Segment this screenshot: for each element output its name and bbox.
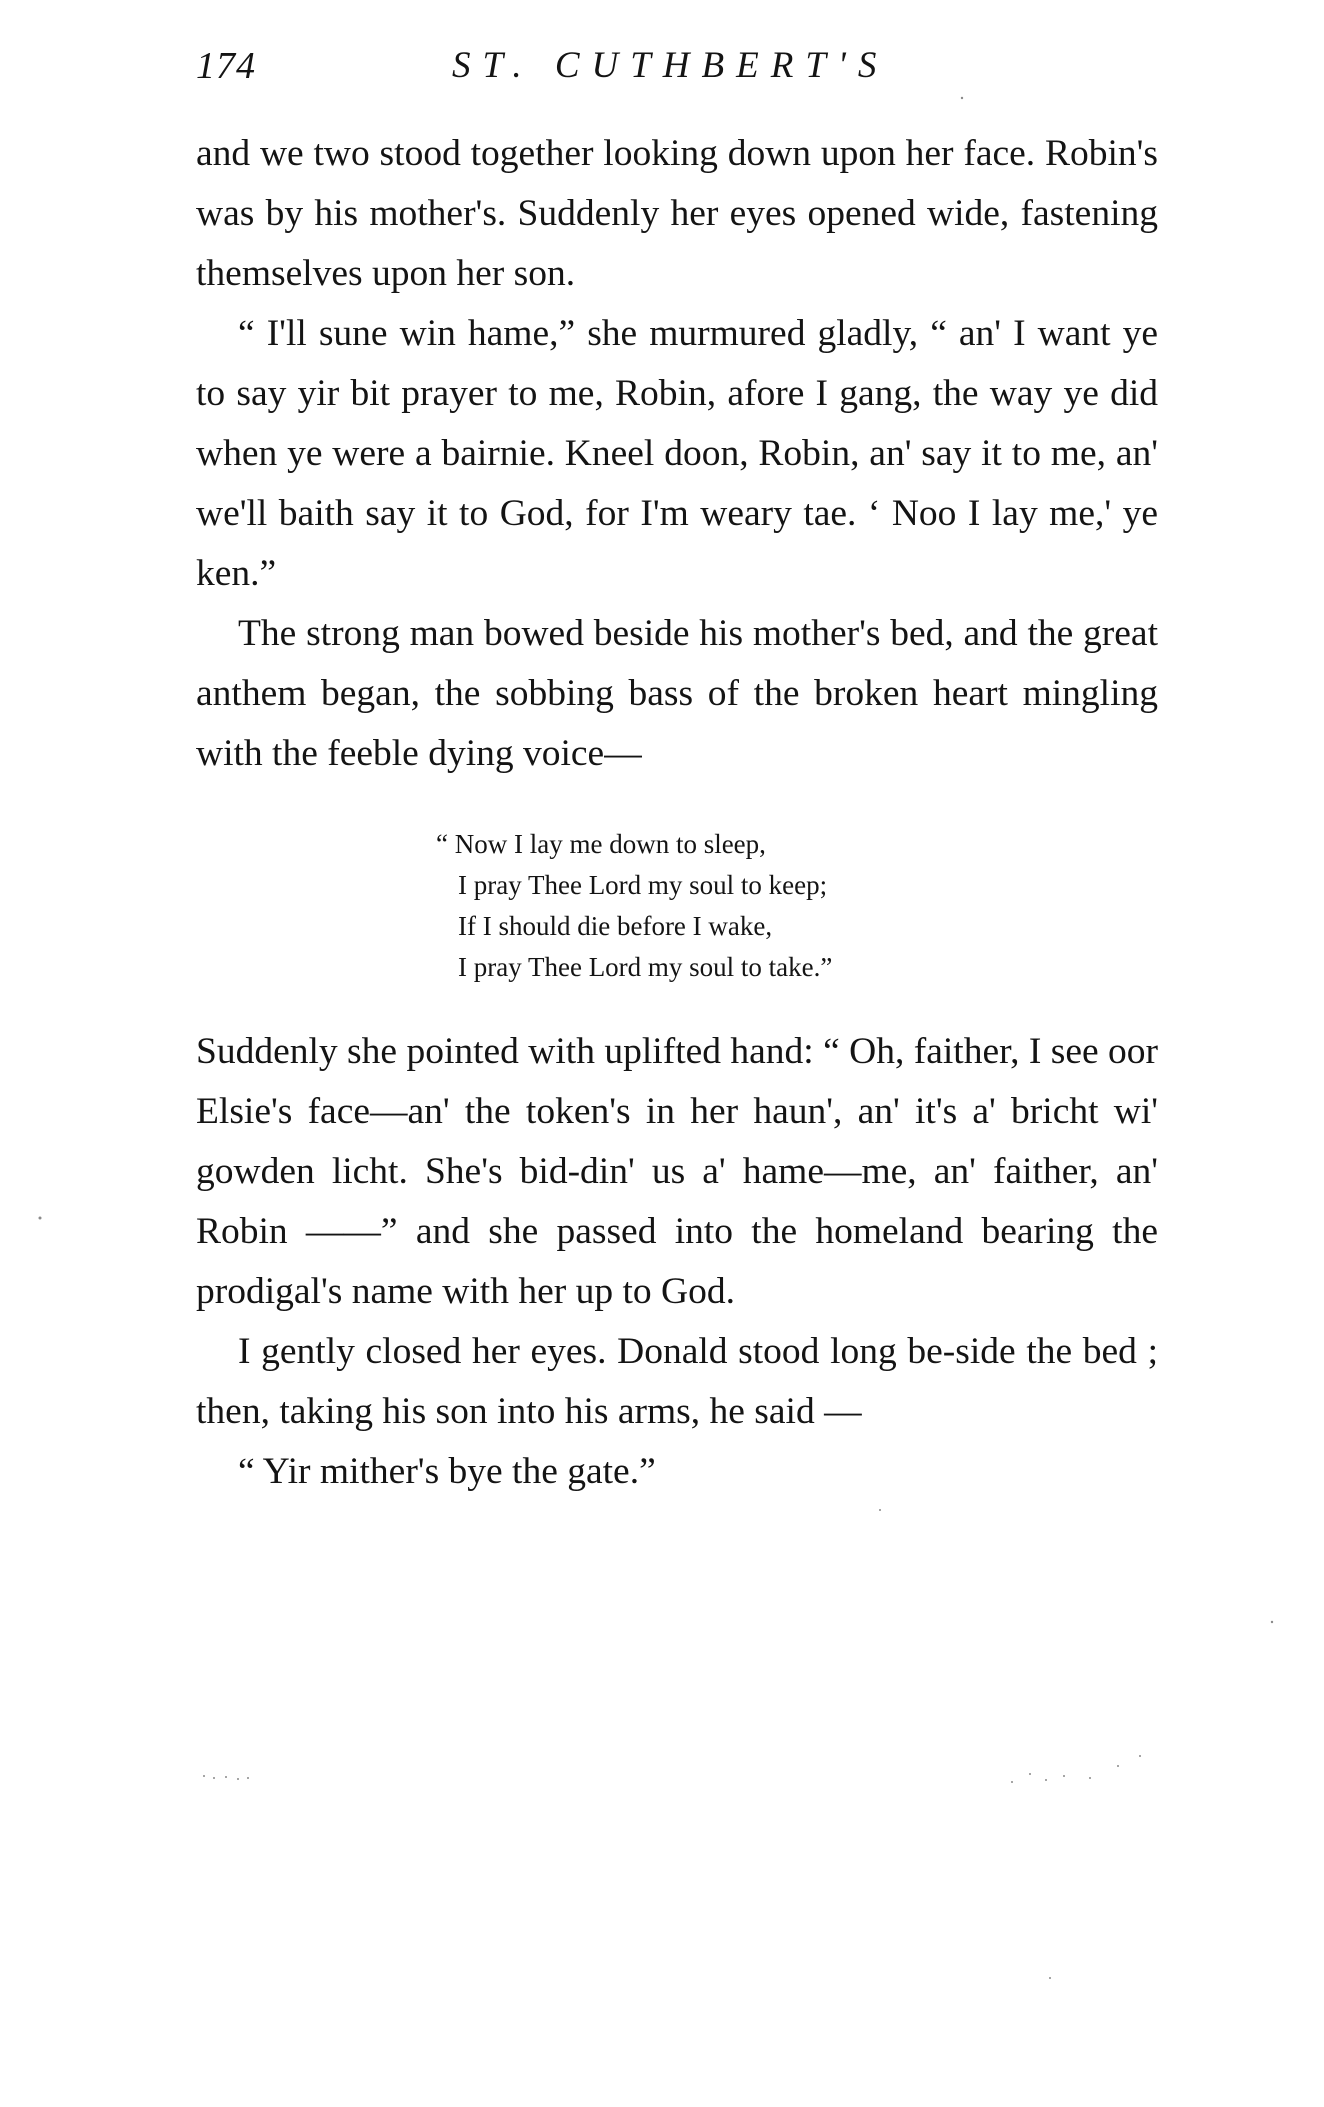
page-header — [196, 44, 1156, 104]
verse-line-1: “ Now I lay me down to sleep, — [436, 829, 766, 859]
page-number: 174 — [196, 45, 256, 87]
verse-block — [436, 824, 1158, 988]
paragraph-2: “ I'll sune win hame,” she murmured gladly, “ an' I want ye to say yir bit prayer to me, Robin, afore I gang, the way ye did when ye were a bairnie. Kneel doon, Robin, an' say it to me, an' we'll baith say it to God, for I'm weary tae. ‘ Noo I lay me,' ye ken.” — [196, 313, 1158, 594]
verse-line-3: If I should die before I wake, — [458, 911, 773, 941]
verse-line-2: I pray Thee Lord my soul to keep; — [458, 870, 828, 900]
paragraph-6: “ Yir mither's bye the gate.” — [238, 1451, 656, 1492]
paragraph-5: I gently closed her eyes. Donald stood long be-side the bed ; then, taking his son into his arms, he said — — [196, 1331, 1158, 1432]
paragraph-4: Suddenly she pointed with uplifted hand: “ Oh, faither, I see oor Elsie's face—an' the token's in her haun', an' it's a' bricht wi' gowden licht. She's bid-din' us a' hame—me, an' faither, an' Robin ——” and she passed into the homeland bearing the prodigal's name with her up to God. — [196, 1031, 1158, 1312]
paragraph-3: The strong man bowed beside his mother's bed, and the great anthem began, the sobbing bass of the broken heart mingling with the feeble dying voice— — [196, 613, 1158, 774]
body-text — [196, 124, 1158, 1502]
verse-line-4: I pray Thee Lord my soul to take.” — [458, 952, 833, 982]
running-head: ST. CUTHBERT'S — [452, 45, 889, 86]
paragraph-1: and we two stood together looking down upon her face. Robin's was by his mother's. Suddenly her eyes opened wide, fastening themselves upon her son. — [196, 133, 1158, 294]
